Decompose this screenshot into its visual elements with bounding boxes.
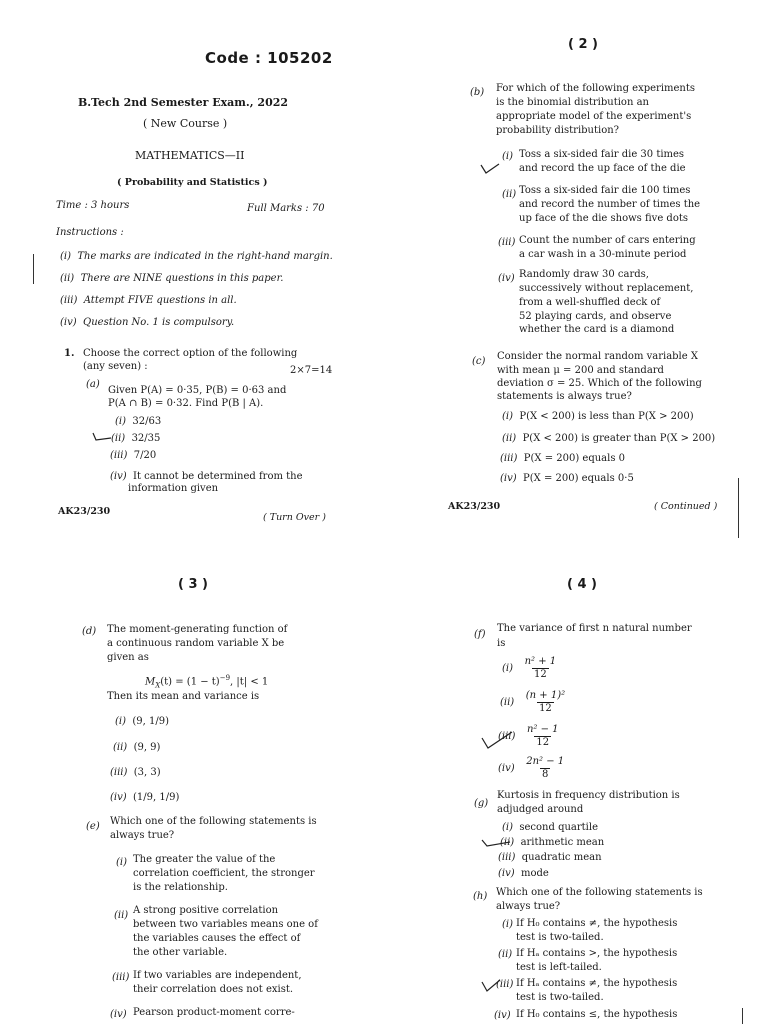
question-text: Then its mean and variance is (107, 691, 260, 702)
option-item: (ii) arithmetic mean (500, 837, 605, 848)
option-item: (ii) P(X < 200) is greater than P(X > 200) (502, 433, 716, 444)
margin-mark (742, 1008, 743, 1024)
option-item: (iii) quadratic mean (498, 852, 602, 863)
margin-mark (738, 478, 739, 538)
course-label: ( New Course ) (143, 117, 228, 130)
question-text: Which one of the following statements is (496, 887, 703, 898)
subquestion-label: (b) (470, 87, 485, 98)
option-item: (ii) (9, 9) (113, 742, 161, 753)
option-item: (i) second quartile (502, 822, 598, 833)
question-text: Choose the correct option of the following (83, 348, 298, 359)
option-item: (ii) 32/35 (111, 433, 161, 444)
page-number: ( 4 ) (567, 577, 597, 592)
subquestion-label: (g) (474, 798, 489, 809)
fraction-option: (iii) $\frac{\text{n² − 1}}{12}$ (498, 724, 559, 748)
question-text: The variance of first n natural number (497, 623, 692, 634)
option-item: (i) P(X < 200) is less than P(X > 200) (502, 411, 694, 422)
option-item: (i) 32/63 (115, 416, 162, 427)
footer-code: AK23/230 (448, 501, 501, 512)
subquestion-label: (e) (86, 821, 100, 832)
question-text: is the binomial distribution an (496, 97, 649, 108)
exam-title: B.Tech 2nd Semester Exam., 2022 (78, 96, 289, 109)
option-item: (iii) (3, 3) (110, 767, 161, 778)
instructions-title: Instructions : (56, 227, 124, 238)
footer-note: ( Turn Over ) (263, 512, 326, 523)
handwritten-tick-mark (479, 162, 501, 176)
option-item: (iv) (1/9, 1/9) (110, 792, 180, 803)
question-text: deviation σ = 25. Which of the following (497, 378, 702, 389)
subquestion-label: (d) (82, 626, 97, 637)
option-item: (iii) P(X = 200) equals 0 (500, 453, 626, 464)
question-marks: 2×7=14 (290, 365, 333, 376)
question-text: probability distribution? (496, 125, 620, 136)
question-text: always true? (496, 901, 561, 912)
subject-title: MATHEMATICS—II (135, 149, 245, 162)
question-number: 1. (64, 348, 75, 359)
question-text: Which one of the following statements is (110, 816, 317, 827)
handwritten-tick-mark (480, 730, 514, 752)
question-text: given as (107, 652, 149, 663)
question-text: (any seven) : (83, 361, 148, 372)
question-text: appropriate model of the experiment's (496, 111, 692, 122)
instruction-item: (ii) There are NINE questions in this paper. (60, 273, 284, 284)
fraction-option: (ii) $\frac{\text{(n + 1)²}}{12}$ (500, 690, 566, 714)
question-text: a continuous random variable X be (107, 638, 285, 649)
instruction-item: (iii) Attempt FIVE questions in all. (60, 295, 237, 306)
subject-subtitle: ( Probability and Statistics ) (117, 177, 268, 188)
fraction-option: (i) $\frac{\text{n² + 1}}{12}$ (502, 656, 557, 680)
instruction-item: (i) The marks are indicated in the right-hand margin. (60, 251, 333, 262)
subquestion-label: (f) (474, 629, 486, 640)
question-text: Kurtosis in frequency distribution is (497, 790, 680, 801)
question-text: adjudged around (497, 804, 584, 815)
subquestion-label: (c) (472, 356, 486, 367)
handwritten-tick-mark (480, 836, 514, 850)
question-text: For which of the following experiments (496, 83, 696, 94)
option-item: (i) (9, 1/9) (115, 716, 169, 727)
exam-code: Code : 105202 (205, 49, 333, 67)
time-label: Time : 3 hours (56, 200, 130, 211)
subquestion-label: (h) (473, 891, 488, 902)
instruction-item: (iv) Question No. 1 is compulsory. (60, 317, 235, 328)
question-text: is (497, 638, 506, 649)
question-text: statements is always true? (497, 391, 632, 402)
question-text: Given P(A) = 0·35, P(B) = 0·63 and (108, 385, 287, 396)
option-item: (iv) P(X = 200) equals 0·5 (500, 473, 634, 484)
question-text: with mean μ = 200 and standard (497, 365, 664, 376)
footer-note: ( Continued ) (654, 501, 718, 512)
question-text: P(A ∩ B) = 0·32. Find P(B | A). (108, 398, 264, 409)
page-number: ( 2 ) (568, 37, 598, 52)
handwritten-tick-mark (480, 978, 502, 994)
option-item: (iv) It cannot be determined from the (110, 471, 303, 482)
footer-code: AK23/230 (58, 506, 111, 517)
fraction-option: (iv) $\frac{\text{2n² − 1}}{8}$ (498, 756, 565, 780)
page-number: ( 3 ) (178, 577, 208, 592)
question-text: always true? (110, 830, 175, 841)
option-item: (iii) 7/20 (110, 450, 157, 461)
option-continuation: information given (128, 483, 219, 494)
mgf-formula: $M_X(t) = (1 - t)^{-9}$, |t| < 1 (145, 674, 269, 690)
question-text: Consider the normal random variable X (497, 351, 698, 362)
margin-mark (33, 254, 34, 284)
question-text: The moment-generating function of (107, 624, 288, 635)
handwritten-tick-mark (91, 431, 113, 443)
subquestion-label: (a) (86, 379, 100, 390)
full-marks: Full Marks : 70 (247, 203, 325, 214)
option-item: (iv) mode (498, 868, 549, 879)
